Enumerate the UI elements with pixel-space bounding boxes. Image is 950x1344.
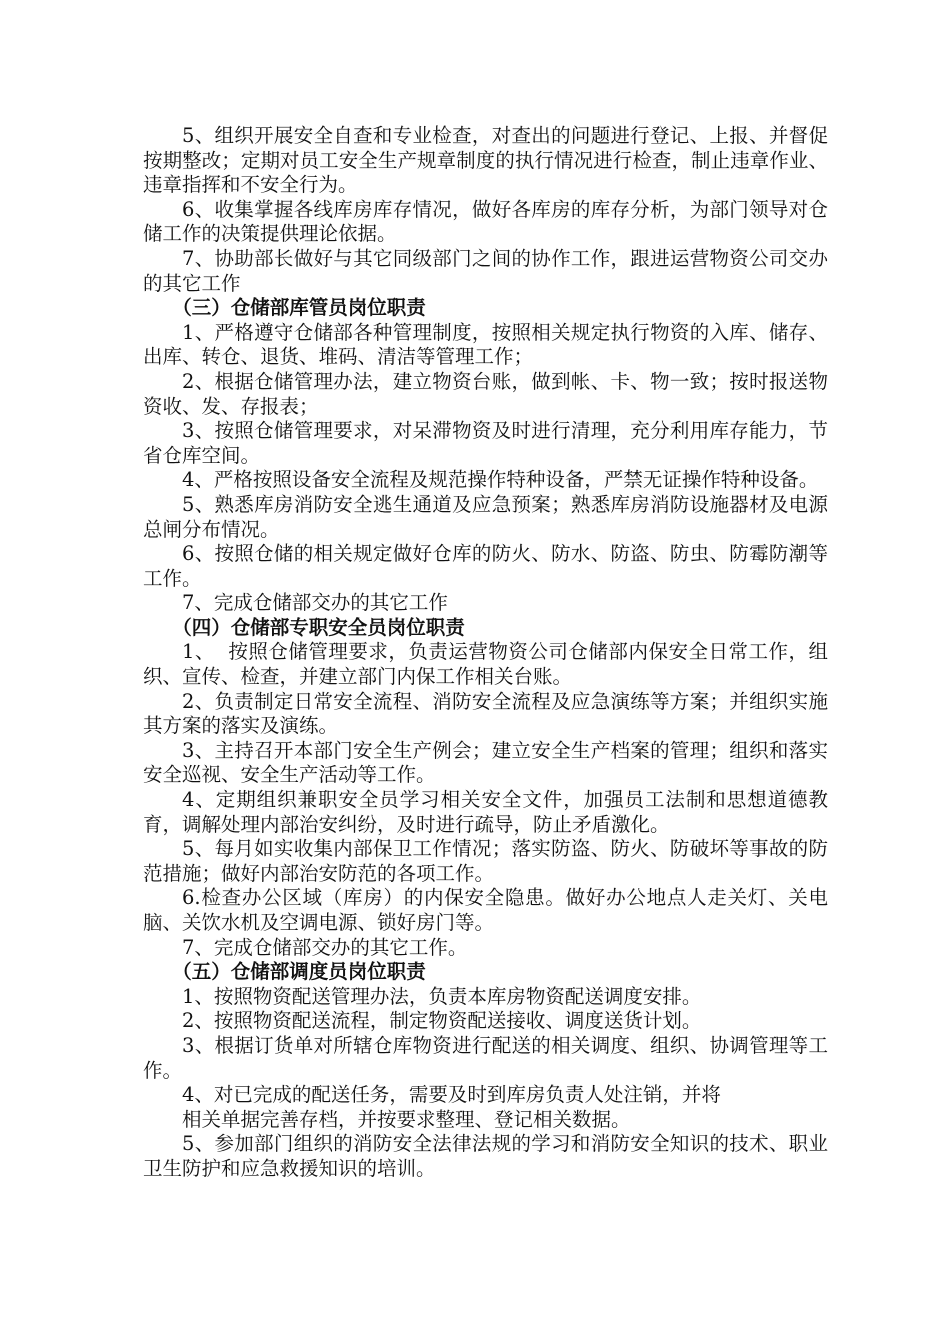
paragraph: 6、按照仓储的相关规定做好仓库的防火、防水、防盗、防虫、防霉防潮等工作。 — [143, 542, 828, 590]
paragraph: 5、熟悉库房消防安全逃生通道及应急预案；熟悉库房消防设施器材及电源总闸分布情况。 — [143, 492, 828, 541]
paragraph: 3、主持召开本部门安全生产例会；建立安全生产档案的管理；组织和落实安全巡视、安全生产活动等工作。 — [143, 738, 828, 787]
paragraph: 2、负责制定日常安全流程、消防安全流程及应急演练等方案；并组织实施其方案的落实及演练。 — [143, 689, 828, 738]
paragraph: 6、收集掌握各线库房库存情况，做好各库房的库存分析，为部门领导对仓储工作的决策提供理论依据。 — [143, 197, 828, 246]
paragraph: 7、完成仓储部交办的其它工作。 — [182, 935, 468, 959]
section-heading: （五）仓储部调度员岗位职责 — [172, 960, 426, 984]
section-heading: （四）仓储部专职安全员岗位职责 — [172, 615, 465, 639]
paragraph: 2、根据仓储管理办法，建立物资台账，做到帐、卡、物一致；按时报送物资收、发、存报表； — [143, 369, 828, 418]
paragraph: 7、协助部长做好与其它同级部门之间的协作工作，跟进运营物资公司交办的其它工作 — [143, 246, 828, 295]
paragraph: 4、定期组织兼职安全员学习相关安全文件，加强员工法制和思想道德教育，调解处理内部治安纠纷，及时进行疏导，防止矛盾激化。 — [143, 788, 828, 836]
paragraph: 4、严格按照设备安全流程及规范操作特种设备，严禁无证操作特种设备。 — [182, 468, 819, 492]
paragraph: 5、参加部门组织的消防安全法律法规的学习和消防安全知识的技术、职业卫生防护和应急救援知识的培训。 — [143, 1132, 828, 1180]
paragraph: 5、组织开展安全自查和专业检查，对查出的问题进行登记、上报、并督促按期整改；定期对员工安全生产规章制度的执行情况进行检查，制止违章作业、违章指挥和不安全行为。 — [143, 124, 828, 197]
paragraph: 1、 按照仓储管理要求，负责运营物资公司仓储部内保安全日常工作，组织、宣传、检查，并建立部门内保工作相关台账。 — [143, 640, 828, 689]
paragraph: 7、完成仓储部交办的其它工作 — [182, 591, 448, 615]
document-body — [143, 124, 828, 1182]
section-heading: （三）仓储部库管员岗位职责 — [172, 296, 426, 320]
paragraph: 3、根据订货单对所辖仓库物资进行配送的相关调度、组织、协调管理等工作。 — [143, 1033, 828, 1082]
paragraph: 6.检查办公区域（库房）的内保安全隐患。做好办公地点人走关灯、关电脑、关饮水机及空调电源、锁好房门等。 — [143, 886, 828, 934]
paragraph: 4、对已完成的配送任务，需要及时到库房负责人处注销，并将 — [182, 1083, 721, 1107]
paragraph: 2、按照物资配送流程，制定物资配送接收、调度送货计划。 — [182, 1009, 702, 1033]
paragraph: 5、每月如实收集内部保卫工作情况；落实防盗、防火、防破坏等事故的防范措施；做好内部治安防范的各项工作。 — [143, 837, 828, 885]
paragraph: 3、按照仓储管理要求，对呆滞物资及时进行清理，充分利用库存能力，节省仓库空间。 — [143, 419, 828, 467]
paragraph-continuation: 相关单据完善存档，并按要求整理、登记相关数据。 — [182, 1107, 631, 1131]
paragraph: 1、严格遵守仓储部各种管理制度，按照相关规定执行物资的入库、储存、出库、转仓、退货、堆码、清洁等管理工作； — [143, 320, 828, 369]
paragraph: 1、按照物资配送管理办法，负责本库房物资配送调度安排。 — [182, 984, 702, 1008]
